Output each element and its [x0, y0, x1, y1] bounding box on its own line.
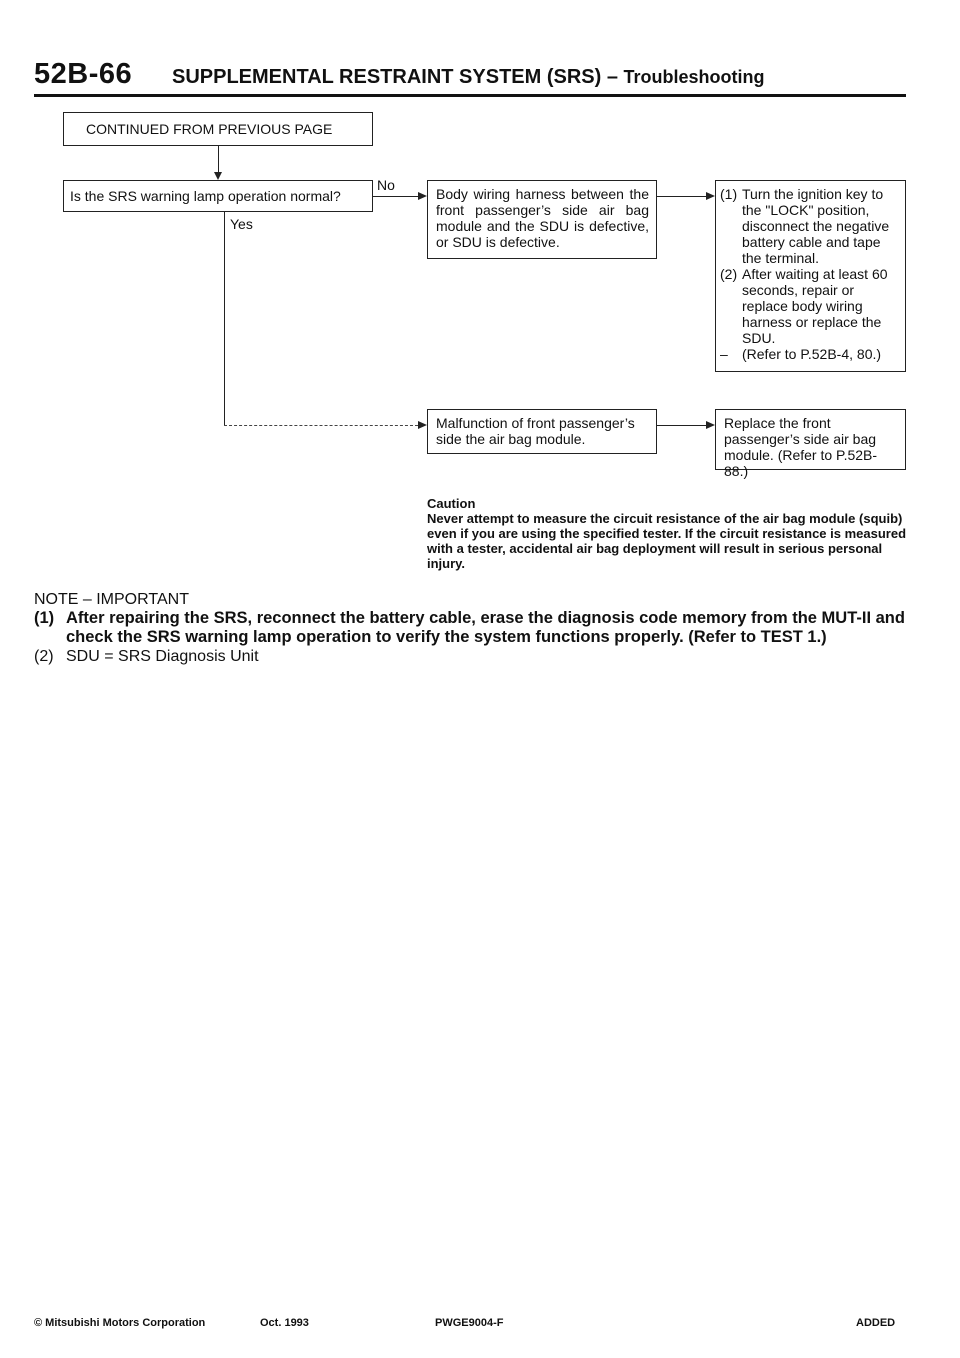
- no-label: No: [377, 177, 395, 193]
- page-title-main: SUPPLEMENTAL RESTRAINT SYSTEM (SRS) –: [172, 66, 624, 88]
- page-number: 52B-66: [34, 58, 133, 90]
- step-text: Turn the ignition key to the "LOCK" position, disconnect the negative battery cable and tape the terminal.: [742, 186, 890, 266]
- page-title: [172, 66, 765, 89]
- note-item-text: SDU = SRS Diagnosis Unit: [66, 648, 259, 665]
- note-item-text: After repairing the SRS, reconnect the battery cable, erase the diagnosis code memory from the MUT-II and check the SRS warning lamp operation to verify the system functions properly. (Refer to TEST 1.): [66, 609, 905, 646]
- yes-label: Yes: [230, 216, 253, 232]
- action2-box: [715, 409, 906, 479]
- note-item-2: [34, 647, 914, 666]
- note-heading: NOTE – IMPORTANT: [34, 591, 189, 608]
- step-number: (2): [720, 266, 738, 282]
- ref-text: (Refer to P.52B-4, 80.): [742, 346, 882, 362]
- note-item-number: (1): [34, 609, 55, 627]
- arrow-right-icon: [706, 192, 715, 200]
- action1-step1: [720, 186, 900, 266]
- page-title-sub: Troubleshooting: [623, 67, 765, 87]
- arrow-right-icon: [418, 192, 427, 200]
- question-label: Is the SRS warning lamp operation normal?: [70, 188, 341, 204]
- connector-yes: [224, 212, 225, 425]
- footer-status: ADDED: [856, 1317, 896, 1329]
- note-block: [34, 590, 914, 666]
- arrow-right-icon: [418, 421, 427, 429]
- step-text: After waiting at least 60 seconds, repair or replace body wiring harness or replace the SDU.: [742, 266, 888, 346]
- cause1-box: [427, 180, 657, 259]
- action1-ref: [720, 346, 900, 362]
- cause1-text: Body wiring harness between the front passenger’s side air bag module and the SDU is defective, or SDU is defective.: [436, 186, 649, 250]
- continued-label: CONTINUED FROM PREVIOUS PAGE: [86, 121, 333, 137]
- caution-text: Never attempt to measure the circuit resistance of the air bag module (squib) even if you are using the specified tester. If the circuit resistance is measured with a tester, accidental air bag deployment will result in serious personal injury.: [427, 511, 907, 571]
- footer-date: Oct. 1993: [260, 1317, 309, 1329]
- cause2-text: Malfunction of front passenger’s side the air bag module.: [436, 415, 635, 447]
- ref-dash: –: [720, 346, 728, 362]
- header-rule: [34, 94, 906, 97]
- arrow-right-icon: [706, 421, 715, 429]
- cause2-box: [427, 409, 657, 454]
- connector-cause2-action2: [657, 425, 707, 426]
- connector-yes-horizontal: [224, 425, 418, 426]
- question-box: [63, 180, 373, 212]
- arrow-down-icon: [214, 172, 222, 180]
- action1-step2: [720, 266, 900, 346]
- connector-cause1-action1: [657, 196, 707, 197]
- connector-no: [373, 196, 418, 197]
- connector-continued: [218, 146, 219, 172]
- footer-copyright: © Mitsubishi Motors Corporation: [34, 1317, 206, 1329]
- note-item-number: (2): [34, 648, 54, 665]
- footer-code: PWGE9004-F: [435, 1317, 504, 1329]
- action2-text: Replace the front passenger’s side air bag module. (Refer to P.52B-88.): [724, 415, 878, 479]
- caution-block: [427, 496, 907, 571]
- continued-box: [63, 112, 373, 146]
- action1-box: [715, 180, 906, 372]
- caution-title: Caution: [427, 496, 476, 511]
- note-item-1: [34, 609, 914, 647]
- step-number: (1): [720, 186, 738, 202]
